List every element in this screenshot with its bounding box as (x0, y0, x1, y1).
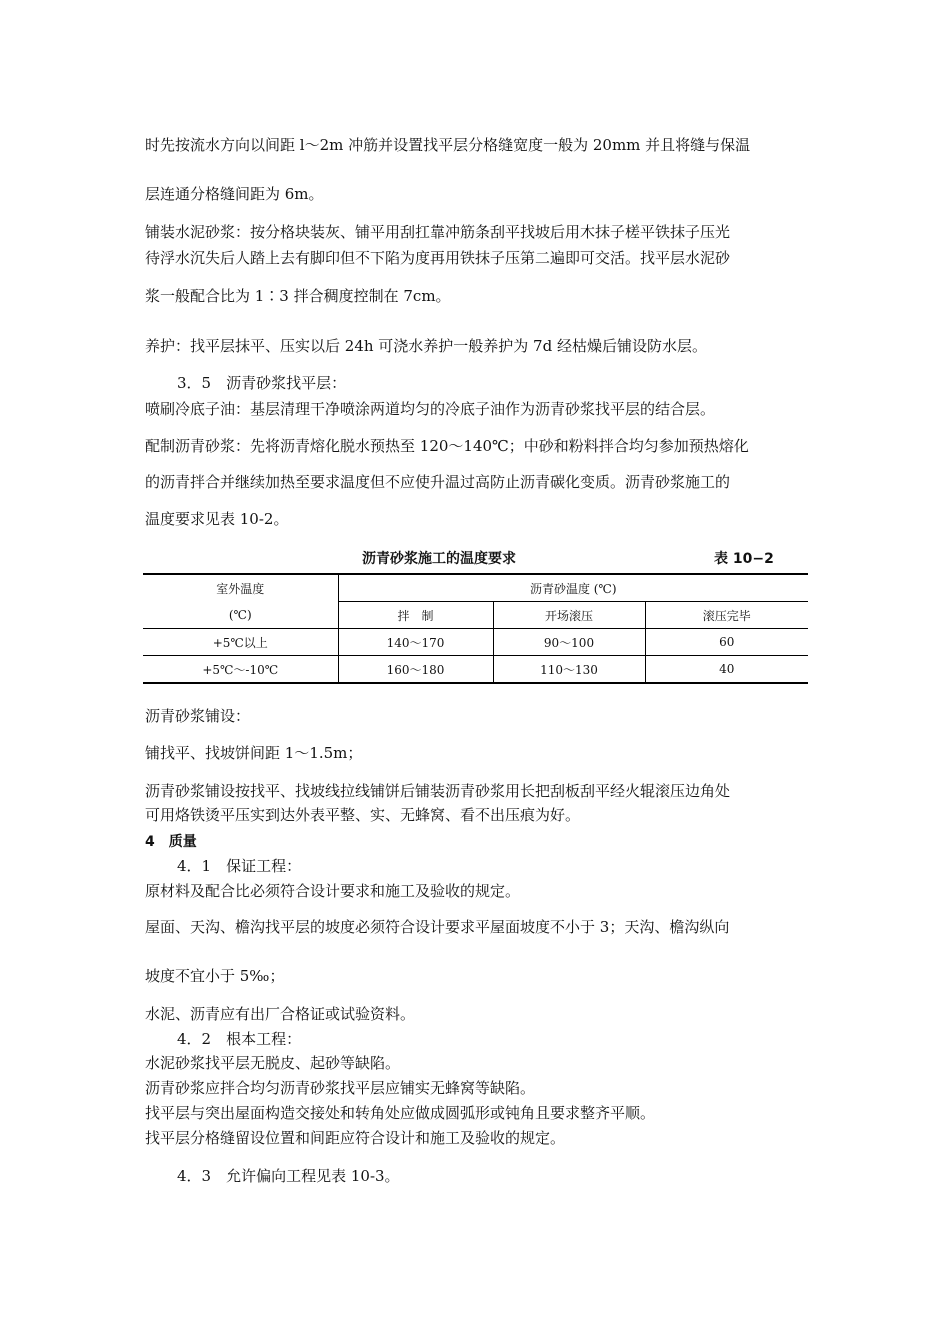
paragraph: 待浮水沉失后人踏上去有脚印但不下陷为度再用铁抹子压第二遍即可交活。找平层水泥砂 (145, 249, 731, 267)
paragraph: 水泥砂浆找平层无脱皮、起砂等缺陷。 (145, 1054, 401, 1072)
paragraph: 配制沥青砂浆：先将沥青熔化脱水预热至 120～140℃；中砂和粉料拌合均匀参加预热熔化 (145, 437, 749, 455)
paragraph: 原材料及配合比必须符合设计要求和施工及验收的规定。 (145, 882, 521, 900)
header-cell: 开场滚压 (493, 602, 645, 629)
table-cell: 110～130 (493, 656, 645, 684)
table-cell: 160～180 (338, 656, 493, 684)
table-row (143, 629, 808, 656)
paragraph: 沥青砂浆铺设： (145, 707, 251, 725)
paragraph: 找平层分格缝留设位置和间距应符合设计和施工及验收的规定。 (145, 1129, 566, 1147)
table-cell: +5℃～-10℃ (143, 656, 338, 684)
table-cell: 90～100 (493, 629, 645, 656)
paragraph: 铺装水泥砂浆：按分格块装灰、铺平用刮扛靠冲筋条刮平找坡后用木抹子槎平铁抹子压光 (145, 223, 731, 241)
table-cell: 140～170 (338, 629, 493, 656)
header-cell: 拌 制 (338, 602, 493, 629)
table-title: 沥青砂浆施工的温度要求 (362, 551, 516, 567)
paragraph: 可用烙铁烫平压实到达外表平整、实、无蜂窝、看不出压痕为好。 (145, 806, 581, 824)
paragraph: 水泥、沥青应有出厂合格证或试验资料。 (145, 1005, 416, 1023)
paragraph: 喷刷冷底子油：基层清理干净喷涂两道均匀的冷底子油作为沥青砂浆找平层的结合层。 (145, 400, 716, 418)
temperature-table (143, 573, 808, 684)
table-cell: +5℃以上 (143, 629, 338, 656)
table-cell: 40 (645, 656, 808, 684)
paragraph: 浆一般配合比为 1∶3 拌合稠度控制在 7cm。 (145, 287, 451, 305)
paragraph: 沥青砂浆铺设按找平、找坡线拉线铺饼后铺装沥青砂浆用长把刮板刮平经火辊滚压边角处 (145, 782, 731, 800)
paragraph: 找平层与突出屋面构造交接处和转角处应做成圆弧形或钝角且要求整齐平顺。 (145, 1104, 656, 1122)
table-cell: 60 (645, 629, 808, 656)
paragraph: 层连通分格缝间距为 6m。 (145, 185, 324, 203)
header-cell: 滚压完毕 (645, 602, 808, 629)
section-heading: 3．5 沥青砂浆找平层： (177, 374, 347, 392)
header-cell: (℃) (228, 607, 252, 622)
section-heading: 4．1 保证工程： (177, 857, 302, 875)
paragraph: 温度要求见表 10-2。 (145, 510, 289, 528)
header-cell: 沥青砂温度 (℃) (338, 574, 808, 602)
paragraph: 的沥青拌合并继续加热至要求温度但不应使升温过高防止沥青碳化变质。沥青砂浆施工的 (145, 473, 731, 491)
table-number: 表 10−2 (714, 551, 774, 567)
paragraph: 时先按流水方向以间距 l～2m 冲筋并设置找平层分格缝宽度一般为 20mm 并且将缝与保温 (145, 136, 751, 154)
paragraph: 屋面、天沟、檐沟找平层的坡度必须符合设计要求平屋面坡度不小于 3；天沟、檐沟纵向 (145, 918, 730, 936)
paragraph: 铺找平、找坡饼间距 1～1.5m； (145, 744, 363, 762)
section-heading: 4．2 根本工程： (177, 1030, 302, 1048)
paragraph: 养护：找平层抹平、压实以后 24h 可浇水养护一般养护为 7d 经枯燥后铺设防水层。 (145, 337, 707, 355)
header-cell: 室外温度 (143, 574, 338, 602)
paragraph: 沥青砂浆应拌合均匀沥青砂浆找平层应铺实无蜂窝等缺陷。 (145, 1079, 536, 1097)
section-heading: 4 质量 (145, 834, 197, 850)
section-heading: 4．3 允许偏向工程见表 10-3。 (177, 1167, 400, 1185)
paragraph: 坡度不宜小于 5‰； (145, 967, 285, 985)
table-row (143, 656, 808, 684)
